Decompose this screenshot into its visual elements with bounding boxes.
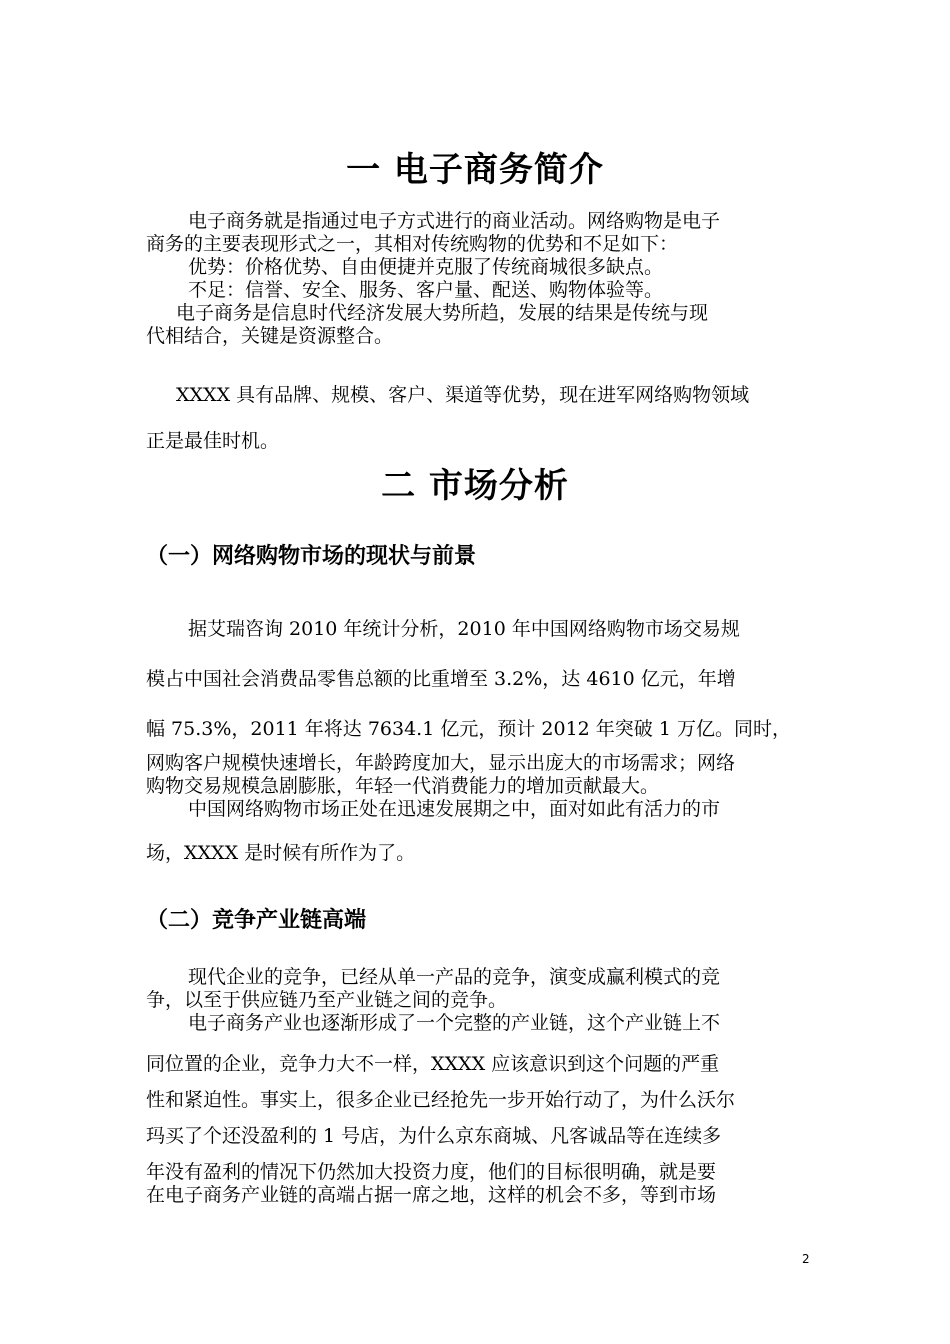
text-line: 电子商务是信息时代经济发展大势所趋，发展的结果是传统与现 <box>176 302 709 324</box>
market-paragraph-2 <box>146 752 814 821</box>
text-line: 购物交易规模急剧膨胀，年轻一代消费能力的增加贡献最大。 <box>146 775 660 797</box>
subsection-heading-competition: （二）竞争产业链高端 <box>146 908 367 933</box>
text-line: 性和紧迫性。事实上，很多企业已经抢先一步开始行动了，为什么沃尔 <box>146 1089 736 1111</box>
text-line: 网购客户规模快速增长，年龄跨度加大，显示出庞大的市场需求；网络 <box>146 752 736 774</box>
text-line: XXXX 具有品牌、规模、客户、渠道等优势，现在进军网络购物领域 <box>176 384 750 406</box>
text-line: 模占中国社会消费品零售总额的比重增至 3.2%，达 4610 亿元，年增 <box>146 668 736 690</box>
section-title-intro: 一 电子商务简介 <box>346 150 604 190</box>
text-line: 不足：信誉、安全、服务、客户量、配送、购物体验等。 <box>188 279 664 301</box>
market-paragraph-3 <box>146 833 814 873</box>
text-line: 幅 75.3%，2011 年将达 7634.1 亿元，预计 2012 年突破 1 万亿。同时， <box>146 718 791 740</box>
text-line: 优势：价格优势、自由便捷并克服了传统商城很多缺点。 <box>188 256 664 278</box>
text-line: 电子商务产业也逐渐形成了一个完整的产业链，这个产业链上不 <box>188 1012 721 1034</box>
competition-paragraph-1 <box>146 966 814 1035</box>
text-line: 中国网络购物市场正处在迅速发展期之中，面对如此有活力的市 <box>188 798 721 820</box>
text-line: 电子商务就是指通过电子方式进行的商业活动。网络购物是电子 <box>188 210 721 232</box>
page-number: 2 <box>802 1252 810 1266</box>
text-line: 正是最佳时机。 <box>146 430 280 452</box>
text-line: 现代企业的竞争，已经从单一产品的竞争，演变成赢利模式的竞 <box>188 966 721 988</box>
text-line: 争，以至于供应链乃至产业链之间的竞争。 <box>146 989 508 1011</box>
text-line: 商务的主要表现形式之一，其相对传统购物的优势和不足如下： <box>146 233 679 255</box>
subsection-heading-current-status: （一）网络购物市场的现状与前景 <box>146 544 477 569</box>
text-line: 年没有盈利的情况下仍然加大投资力度，他们的目标很明确，就是要 <box>146 1161 717 1183</box>
intro-paragraph-2 <box>146 372 814 464</box>
text-line: 代相结合，关键是资源整合。 <box>146 325 394 347</box>
competition-paragraph-3 <box>146 1184 814 1207</box>
competition-paragraph-2 <box>146 1046 814 1190</box>
text-line: 玛买了个还没盈利的 1 号店，为什么京东商城、凡客诚品等在连续多 <box>146 1125 722 1147</box>
text-line: 在电子商务产业链的高端占据一席之地，这样的机会不多，等到市场 <box>146 1184 717 1206</box>
intro-paragraph-1 <box>146 210 814 348</box>
market-paragraph-1 <box>146 604 814 754</box>
text-line: 同位置的企业，竞争力大不一样，XXXX 应该意识到这个问题的严重 <box>146 1053 720 1075</box>
text-line: 场，XXXX 是时候有所作为了。 <box>146 842 416 864</box>
text-line: 据艾瑞咨询 2010 年统计分析，2010 年中国网络购物市场交易规 <box>188 618 740 640</box>
section-title-market: 二 市场分析 <box>381 466 569 506</box>
